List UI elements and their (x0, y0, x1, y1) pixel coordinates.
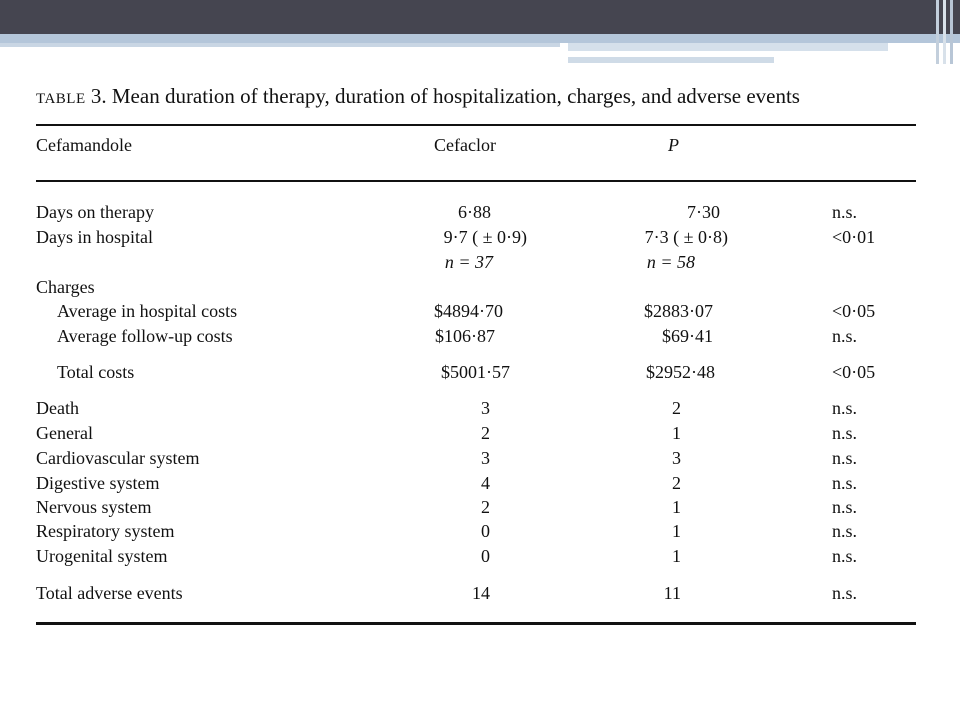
row-value-p: n.s. (832, 398, 858, 418)
row-value-cefaclor: 1 (672, 546, 681, 566)
row-value-cefaclor: 2 (672, 398, 681, 418)
row-value-cefaclor: 2 (672, 473, 681, 493)
section-label: Charges (36, 277, 95, 297)
row-value-cefamandole: 0 (481, 521, 490, 541)
row-value-cefamandole: 6·88 (458, 202, 491, 222)
row-value-cefaclor: 1 (672, 521, 681, 541)
row-value-cefamandole: n = 37 (444, 252, 493, 272)
row-value-cefamandole: 2 (481, 423, 490, 443)
row-value-p: n.s. (832, 448, 858, 468)
row-value-cefamandole: 9·7 ( ± 0·9) (443, 227, 527, 247)
slide-corner-ornament (932, 0, 960, 64)
row-value-cefaclor: 1 (672, 497, 681, 517)
row-label: Total adverse events (36, 583, 183, 603)
row-value-p: <0·05 (832, 301, 876, 321)
row-value-cefamandole: $106·87 (435, 326, 495, 346)
row-value-cefamandole: 4 (481, 473, 490, 493)
table-bottom-rule (36, 622, 916, 625)
row-value-cefaclor: $69·41 (662, 326, 713, 346)
table-header-rule (36, 180, 916, 182)
slide-header-band (568, 57, 774, 63)
row-label: Urogenital system (36, 546, 168, 566)
row-value-p: n.s. (832, 202, 858, 222)
row-label: General (36, 423, 93, 443)
table-top-rule (36, 124, 916, 126)
row-value-cefamandole: 3 (481, 448, 490, 468)
row-value-p: n.s. (832, 546, 858, 566)
slide-header-band (0, 34, 960, 43)
row-label: Total costs (57, 362, 135, 382)
slide-header-band (0, 43, 560, 47)
row-label: Days on therapy (36, 202, 154, 222)
row-value-cefaclor: $2952·48 (646, 362, 715, 382)
row-value-p: n.s. (832, 583, 858, 603)
row-value-p: n.s. (832, 473, 858, 493)
row-label: Cardiovascular system (36, 448, 200, 468)
row-value-p: n.s. (832, 521, 858, 541)
row-value-cefaclor: 7·3 ( ± 0·8) (644, 227, 728, 247)
row-value-cefamandole: 3 (481, 398, 490, 418)
row-label: Average follow-up costs (57, 326, 233, 346)
row-value-p: n.s. (832, 326, 858, 346)
row-value-p: n.s. (832, 497, 858, 517)
row-value-cefaclor: 11 (663, 583, 681, 603)
table-title-text: 3. Mean duration of therapy, duration of hospitalization, charges, and adverse events (85, 84, 800, 108)
row-label: Death (36, 398, 79, 418)
row-value-cefamandole: 2 (481, 497, 490, 517)
row-value-cefamandole: 14 (472, 583, 490, 603)
header-p: P (668, 135, 679, 155)
row-label: Nervous system (36, 497, 152, 517)
row-value-cefaclor: n = 58 (646, 252, 695, 272)
slide-header-bar (0, 0, 960, 34)
row-value-cefaclor: 1 (672, 423, 681, 443)
header-cefaclor: Cefaclor (434, 135, 496, 155)
row-value-cefaclor: 7·30 (687, 202, 720, 222)
row-value-p: <0·05 (832, 362, 876, 382)
row-value-cefaclor: 3 (672, 448, 681, 468)
slide-header-band (568, 43, 888, 51)
row-label: Digestive system (36, 473, 160, 493)
row-value-cefamandole: $5001·57 (441, 362, 510, 382)
row-label: Average in hospital costs (57, 301, 238, 321)
row-value-cefamandole: $4894·70 (434, 301, 503, 321)
header-cefamandole: Cefamandole (36, 135, 132, 155)
row-value-cefamandole: 0 (481, 546, 490, 566)
row-value-p: <0·01 (832, 227, 876, 247)
row-label: Days in hospital (36, 227, 153, 247)
row-value-p: n.s. (832, 423, 858, 443)
table-title-prefix: TABLE (36, 91, 86, 107)
table-title (36, 84, 800, 109)
row-value-cefaclor: $2883·07 (644, 301, 713, 321)
row-label: Respiratory system (36, 521, 175, 541)
